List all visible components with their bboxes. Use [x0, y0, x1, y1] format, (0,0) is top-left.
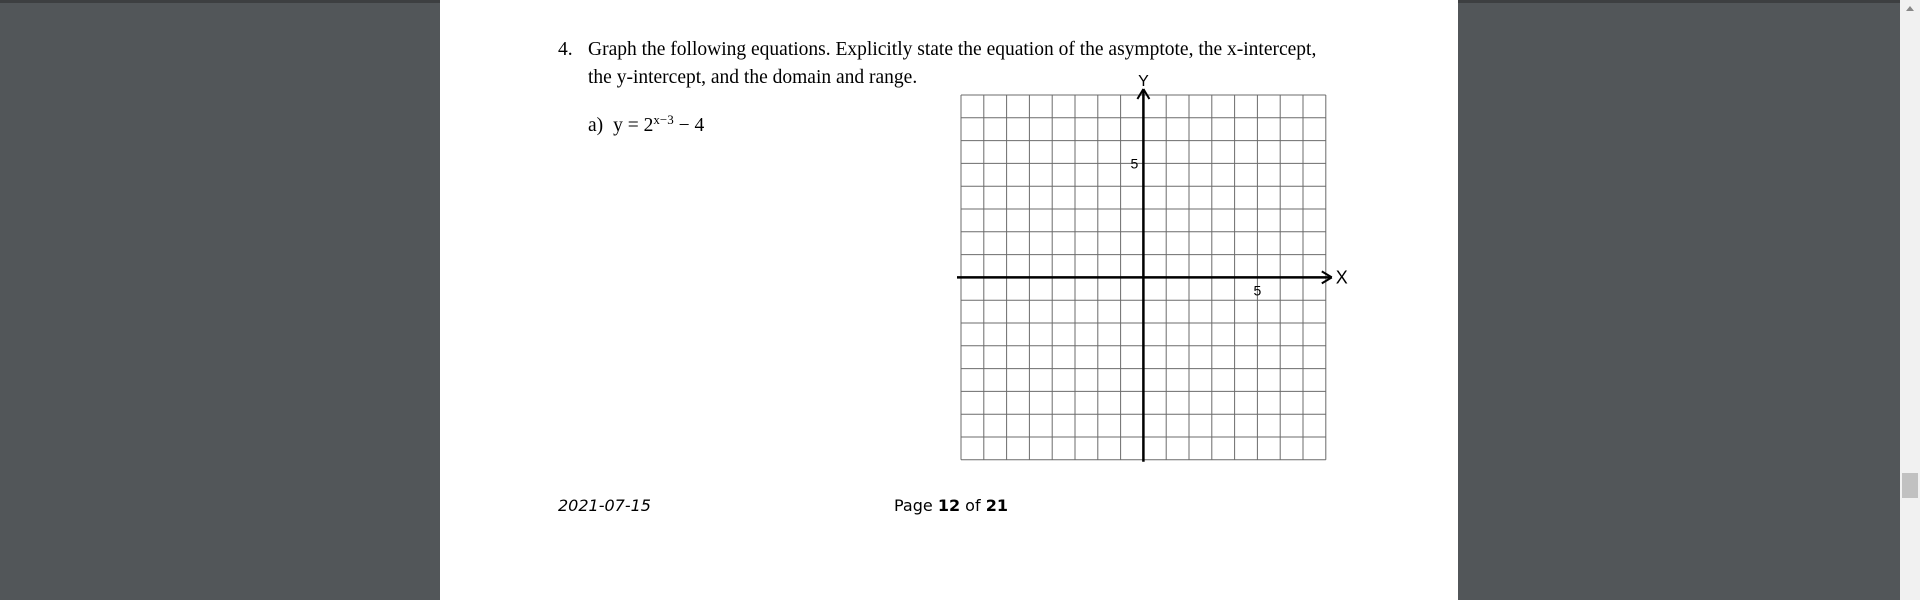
equation-base: y = 2 [613, 115, 654, 136]
scroll-up-arrow-icon[interactable] [1906, 6, 1914, 11]
equation-exponent: x−3 [653, 112, 674, 127]
scrollbar-thumb[interactable] [1902, 473, 1918, 498]
equation-tail: − 4 [673, 115, 705, 136]
document-page [440, 0, 1458, 600]
part-a-label: a) [588, 115, 604, 136]
y-tick-label-5: 5 [1130, 155, 1139, 172]
question-text-line2: the y-intercept, and the domain and range. [588, 67, 918, 88]
x-axis-label: X [1335, 267, 1348, 288]
y-axis-label: Y [1138, 73, 1149, 90]
page-current: 12 [937, 496, 961, 515]
footer-page-number [894, 496, 1008, 515]
x-tick-label-5: 5 [1253, 282, 1262, 299]
page-of: of [960, 496, 986, 515]
vertical-scrollbar[interactable] [1900, 0, 1920, 600]
footer-date: 2021-07-15 [558, 496, 651, 515]
page-prefix: Page [894, 496, 938, 515]
question-text-line1: Graph the following equations. Explicitly state the equation of the asymptote, the x-intercept, [588, 39, 1317, 60]
axes [957, 89, 1332, 462]
page-total: 21 [985, 496, 1008, 515]
question-number: 4. [558, 39, 573, 60]
